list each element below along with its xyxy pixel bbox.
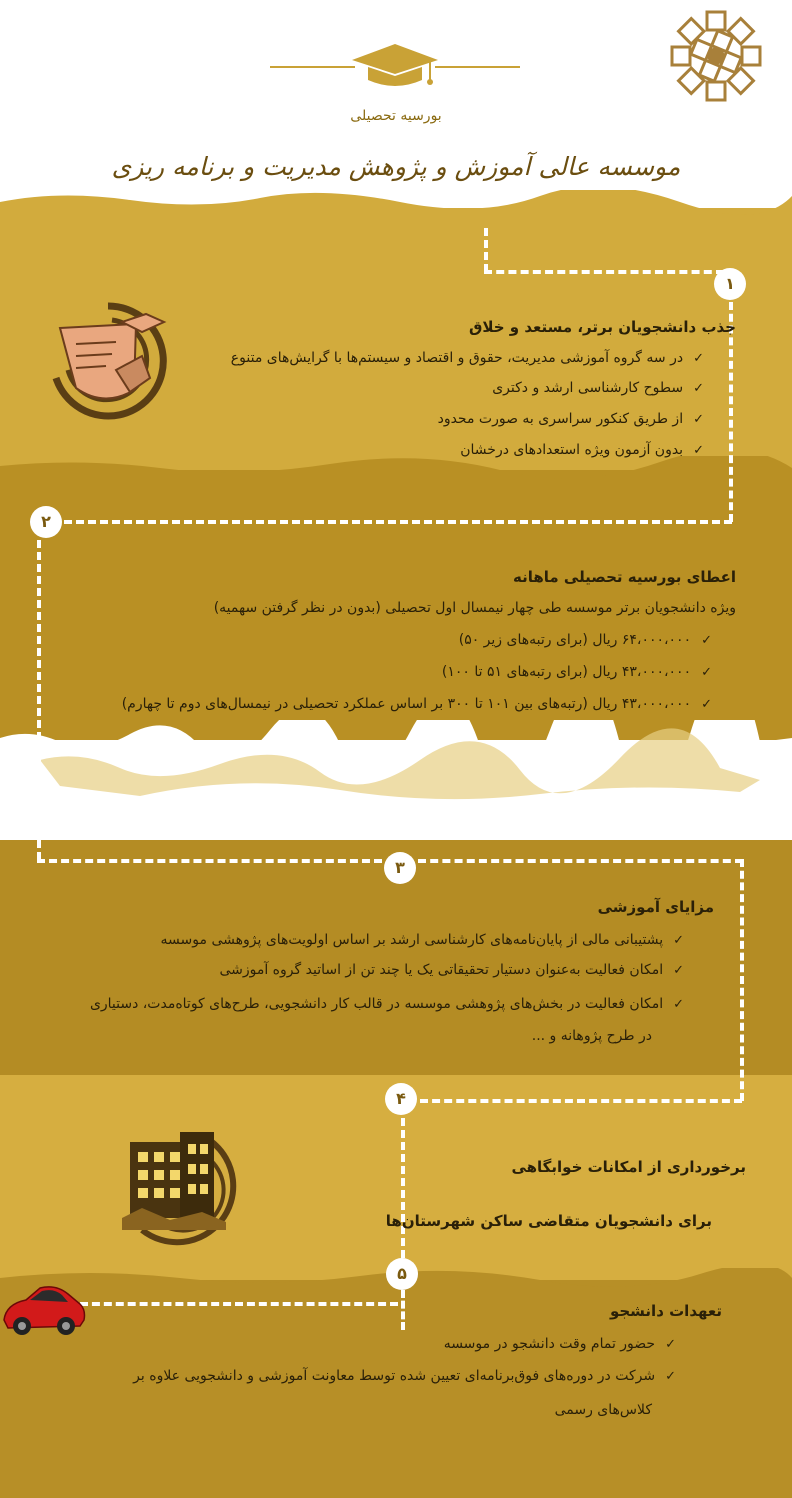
section-3-continuation: در طرح پژوهانه و ...	[531, 1028, 652, 1044]
building-icon	[122, 1122, 262, 1252]
white-wave-divider	[0, 720, 792, 855]
section-2-item: ✓۶۴،۰۰۰،۰۰۰ ریال (برای رتبه‌های زیر ۵۰)	[458, 632, 712, 648]
connector	[37, 540, 41, 860]
section-1-title: جذب دانشجویان برتر، مستعد و خلاق	[468, 318, 736, 336]
step-number-3: ۳	[384, 852, 416, 884]
section-3-item: ✓پشتیبانی مالی از پایان‌نامه‌های کارشناسی ارشد بر اساس اولویت‌های پژوهشی موسسه	[160, 932, 684, 948]
check-icon: ✓	[665, 1337, 676, 1352]
section-4-subtitle: برای دانشجویان متقاضی ساکن شهرستان‌ها	[385, 1212, 712, 1230]
check-icon: ✓	[693, 443, 704, 458]
check-icon: ✓	[673, 933, 684, 948]
section-3-title: مزایای آموزشی	[597, 898, 714, 916]
section-5-item: ✓شرکت در دوره‌های فوق‌برنامه‌ای تعیین شده توسط معاونت آموزشی و دانشجویی علاوه بر	[133, 1368, 676, 1384]
section-2-item: ✓۴۳،۰۰۰،۰۰۰ ریال (رتبه‌های بین ۱۰۱ تا ۳۰۰ بر اساس عملکرد تحصیلی در نیمسال‌های دوم تا چهارم)	[121, 696, 712, 712]
wave-top-2	[0, 456, 792, 482]
section-1-item: ✓سطوح کارشناسی ارشد و دکتری	[492, 380, 704, 396]
check-icon: ✓	[693, 381, 704, 396]
logo-icon	[668, 8, 764, 104]
section-5-continuation: کلاس‌های رسمی	[554, 1402, 652, 1418]
section-3-item: ✓امکان فعالیت به‌عنوان دستیار تحقیقاتی یک یا چند تن از اساتید گروه آموزشی	[219, 962, 684, 978]
check-icon: ✓	[701, 665, 712, 680]
step-number-2: ۲	[30, 506, 62, 538]
connector	[420, 1099, 742, 1103]
step-number-4: ۴	[385, 1083, 417, 1115]
section-2-item: ✓۴۳،۰۰۰،۰۰۰ ریال (برای رتبه‌های ۵۱ تا ۱۰۰)	[441, 664, 712, 680]
connector	[64, 520, 732, 524]
check-icon: ✓	[673, 963, 684, 978]
check-icon: ✓	[701, 633, 712, 648]
step-number-1: ۱	[714, 268, 746, 300]
step-number-5: ۵	[386, 1258, 418, 1290]
connector	[37, 859, 382, 863]
header	[0, 0, 792, 215]
section-2-intro: ویژه دانشجویان برتر موسسه طی چهار نیمسال اول تحصیلی (بدون در نظر گرفتن سهمیه)	[213, 600, 736, 616]
section-4-title: برخورداری از امکانات خوابگاهی	[511, 1158, 746, 1176]
connector	[484, 228, 488, 272]
check-icon: ✓	[701, 697, 712, 712]
check-icon: ✓	[693, 351, 704, 366]
section-1-item: ✓از طریق کنکور سراسری به صورت محدود	[437, 411, 704, 427]
check-icon: ✓	[673, 997, 684, 1012]
connector	[418, 859, 743, 863]
connector	[401, 1290, 405, 1330]
connector	[401, 1118, 405, 1258]
section-1-item: ✓در سه گروه آموزشی مدیریت، حقوق و اقتصاد و سیستم‌ها با گرایش‌های متنوع	[230, 350, 704, 366]
section-2-title: اعطای بورسیه تحصیلی ماهانه	[512, 568, 736, 586]
check-icon: ✓	[693, 412, 704, 427]
section-5-item: ✓حضور تمام وقت دانشجو در موسسه	[443, 1336, 676, 1352]
connector	[484, 270, 724, 274]
institute-name: موسسه عالی آموزش و پژوهش مدیریت و برنامه ریزی	[111, 152, 681, 181]
connector	[80, 1302, 398, 1306]
check-icon: ✓	[665, 1369, 676, 1384]
car-icon	[0, 1280, 86, 1342]
wave-top-1	[0, 190, 792, 220]
diploma-icon	[46, 300, 176, 420]
graduation-cap-icon	[270, 40, 520, 95]
connector	[740, 859, 744, 1101]
section-1-item: ✓بدون آزمون ویژه استعدادهای درخشان	[460, 442, 704, 458]
section-5-title: تعهدات دانشجو	[609, 1302, 722, 1320]
subtitle: بورسیه تحصیلی	[350, 108, 442, 124]
section-3-item: ✓امکان فعالیت در بخش‌های پژوهشی موسسه در قالب کار دانشجویی، طرح‌های کوتاه‌مدت، دستیاری	[89, 996, 684, 1012]
